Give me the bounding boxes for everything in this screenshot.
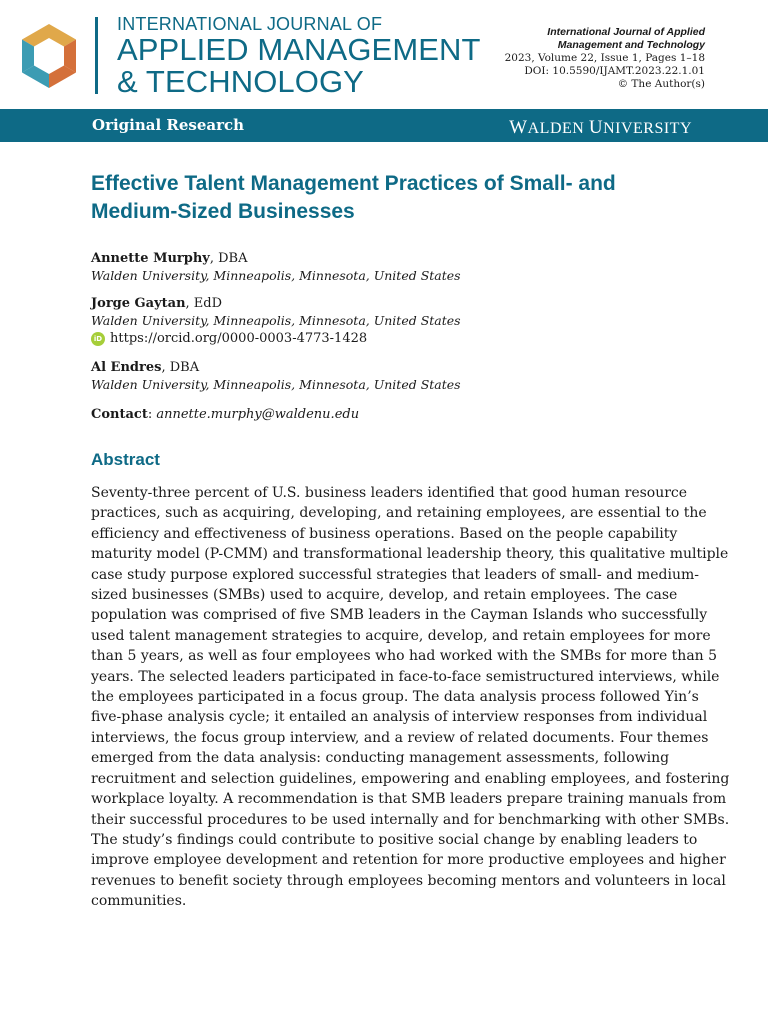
hexagon-logo-icon <box>18 22 80 90</box>
contact-label: Contact <box>91 407 148 422</box>
journal-meta <box>505 26 705 91</box>
meta-journal-name-2: Management and Technology <box>557 39 705 51</box>
orcid-icon: iD <box>91 332 105 346</box>
author-affiliation: Walden University, Minneapolis, Minnesota, United States <box>91 313 461 328</box>
wordmark-w: W <box>509 117 528 138</box>
author-name: Al Endres <box>91 360 162 375</box>
contact-email[interactable]: annette.murphy@waldenu.edu <box>156 407 360 422</box>
section-label: Original Research <box>92 116 245 134</box>
journal-title-line2: APPLIED MANAGEMENT <box>117 32 481 67</box>
author-name: Jorge Gaytan <box>91 296 186 311</box>
header-divider <box>95 17 98 94</box>
meta-copyright: © The Author(s) <box>617 78 705 90</box>
author-entry <box>91 250 691 284</box>
author-name: Annette Murphy <box>91 251 210 266</box>
orcid-row <box>91 330 691 348</box>
author-degree: , DBA <box>209 251 248 266</box>
author-affiliation: Walden University, Minneapolis, Minnesota, United States <box>91 377 461 392</box>
meta-journal-name-1: International Journal of Applied <box>547 26 705 38</box>
university-wordmark <box>509 117 692 139</box>
journal-title-line1: INTERNATIONAL JOURNAL OF <box>117 14 383 34</box>
orcid-link[interactable]: https://orcid.org/0000-0003-4773-1428 <box>110 331 368 346</box>
author-entry <box>91 295 691 348</box>
contact-line: Contact: annette.murphy@waldenu.edu <box>91 407 360 422</box>
author-affiliation: Walden University, Minneapolis, Minnesota, United States <box>91 268 461 283</box>
abstract-heading: Abstract <box>91 450 160 469</box>
meta-doi: DOI: 10.5590/IJAMT.2023.22.1.01 <box>524 65 705 77</box>
section-band <box>0 109 768 142</box>
author-degree: , DBA <box>161 360 200 375</box>
author-entry <box>91 359 691 393</box>
abstract-text: Seventy-three percent of U.S. business leaders identified that good human resource practices, such as acquiring, developing, and retaining employees, are essential to the efficiency and effectiveness of business operations. Based on the people capability maturity model (P-CMM) and transformational leadership theory, this qualitative multiple case study purpose explored successful strategies that leaders of small- and medium-sized businesses (SMBs) used to acquire, develop, and retain employees. The case population was comprised of five SMB leaders in the Cayman Islands who successfully used talent management strategies to acquire, develop, and retain employees for more than 5 years, as well as four employees who had worked with the SMBs for more than 5 years. The selected leaders participated in face-to-face semistructured interviews, while the employees participated in a focus group. The data analysis process followed Yin’s five-phase analysis cycle; it entailed an analysis of interview responses from individual interviews, the focus group interview, and a review of related documents. Four themes emerged from the data analysis: conducting management assessments, following recruitment and selection guidelines, empowering and enabling employees, and fostering workplace loyalty. A recommendation is that SMB leaders prepare training manuals from their successful procedures to be used internally and for benchmarking with other SMBs. The study’s findings could contribute to positive social change by enabling leaders to improve employee development and retention for more productive employees and higher revenues to benefit society through employees becoming mentors and volunteers in local communities. <box>91 485 730 910</box>
author-degree: , EdD <box>185 296 223 311</box>
wordmark-alden: ALDEN <box>527 120 585 137</box>
journal-title-line3: & TECHNOLOGY <box>117 64 364 99</box>
meta-issue: 2023, Volume 22, Issue 1, Pages 1–18 <box>504 52 705 64</box>
wordmark-niversity: NIVERSITY <box>603 120 692 137</box>
journal-title <box>117 15 481 97</box>
wordmark-u: U <box>588 117 604 138</box>
article-title: Effective Talent Management Practices of Small- and Medium-Sized Businesses <box>91 172 616 223</box>
author-list <box>91 250 691 404</box>
